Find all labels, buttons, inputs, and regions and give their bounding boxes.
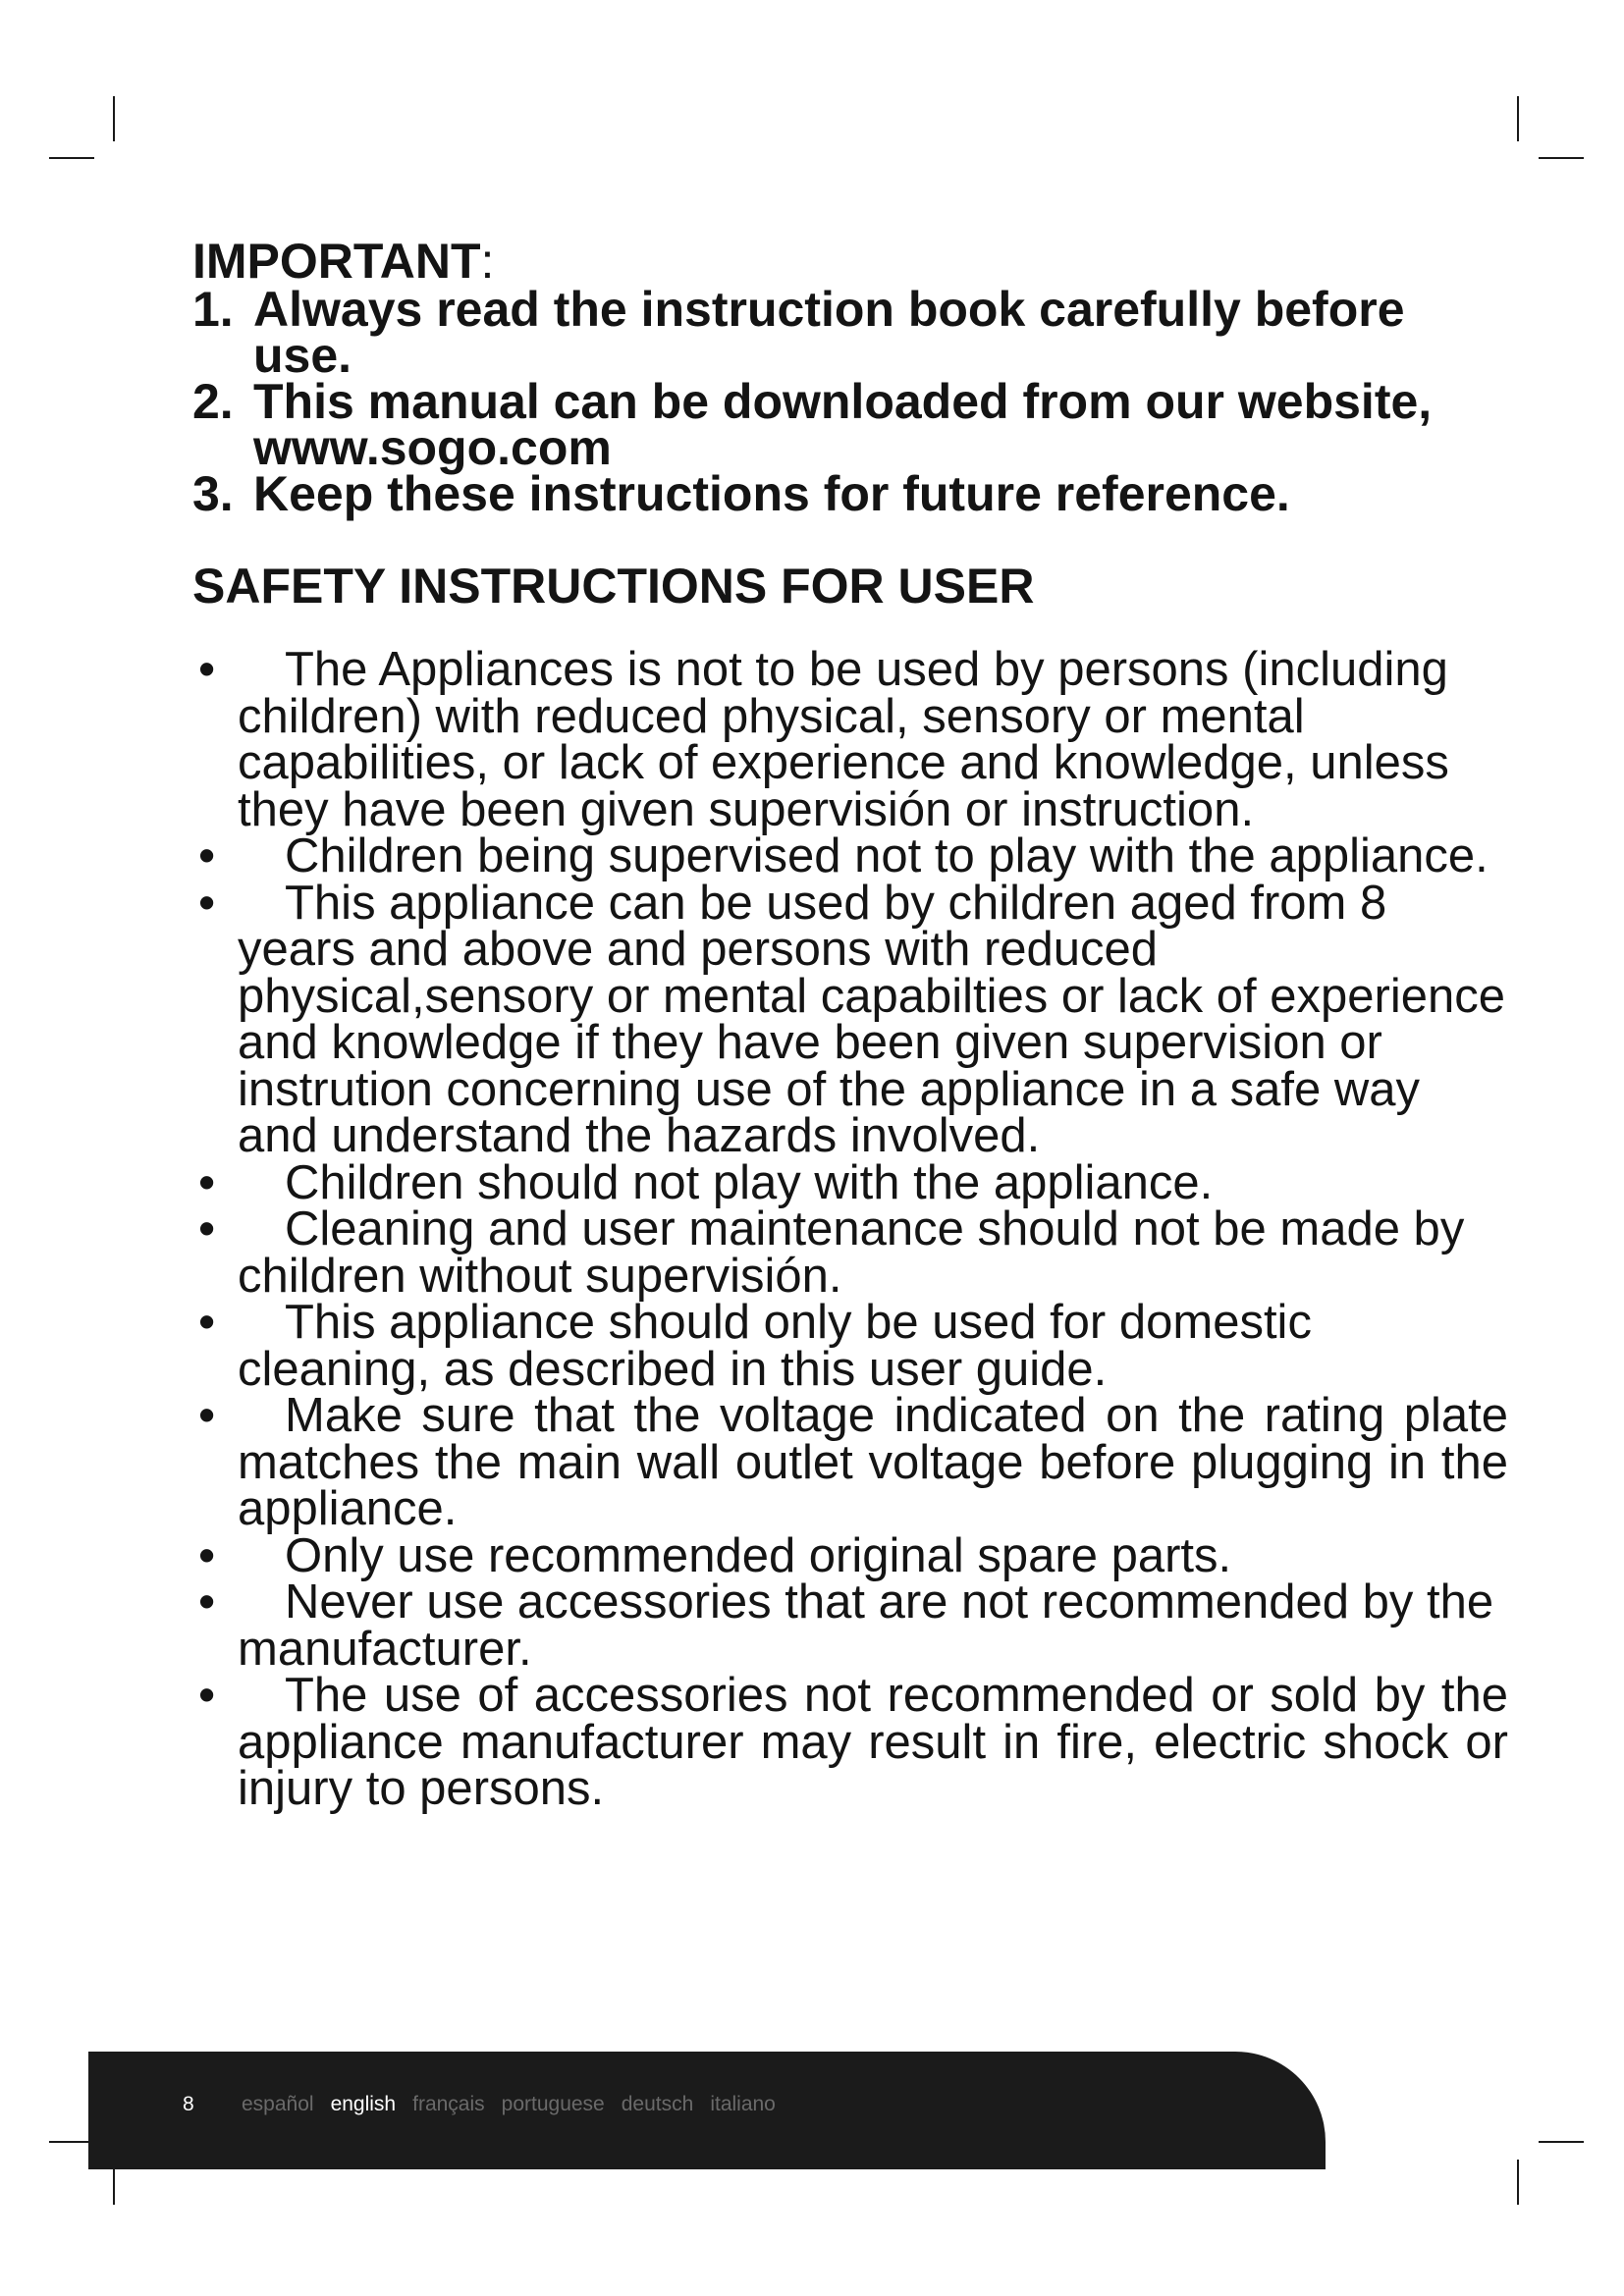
important-item-text: This manual can be downloaded from our website, www.sogo.com (253, 374, 1433, 475)
language-deutsch[interactable]: deutsch (621, 2093, 694, 2115)
crop-mark-top-right-horizontal (1539, 157, 1584, 159)
safety-item-text: Only use recommended original spare parts. (285, 1528, 1232, 1582)
important-colon: : (480, 234, 495, 289)
crop-mark-bottom-right-horizontal (1539, 2141, 1584, 2143)
safety-item (192, 1155, 1508, 1209)
safety-item (192, 876, 1508, 1162)
safety-item (192, 1202, 1508, 1303)
important-item-2 (192, 374, 1508, 475)
safety-item-text: Children should not play with the appliance. (285, 1155, 1214, 1209)
bullet-icon: • (198, 1528, 216, 1582)
safety-item-text: Make sure that the voltage indicated on the rating plate matches the main wall outlet voltage before plugging in the appliance. (238, 1389, 1508, 1535)
language-italiano[interactable]: italiano (710, 2093, 776, 2115)
safety-item (192, 829, 1508, 882)
page-number: 8 (183, 2093, 194, 2115)
bullet-icon: • (198, 1202, 216, 1255)
safety-item-text: The use of accessories not recommended or sold by the appliance manufacturer may result in fire, electric shock or injury to persons. (238, 1669, 1508, 1815)
bullet-icon: • (198, 1389, 216, 1442)
important-item-text: Always read the instruction book carefully before use. (253, 282, 1405, 383)
important-item-number: 2. (192, 374, 234, 429)
safety-item-text: This appliance can be used by children aged from 8 years and above and persons with reduced physical,sensory or mental capabilties or lack of experience and knowledge if they have been given supervision or instrution concerning use of the appliance in a safe way and understand the hazards involved. (238, 876, 1505, 1162)
crop-mark-top-left-vertical (113, 96, 115, 141)
language-portuguese[interactable]: portuguese (501, 2093, 605, 2115)
safety-item (192, 1528, 1508, 1582)
important-title-text: IMPORTANT (192, 234, 481, 289)
page-content (192, 236, 1508, 1813)
bullet-icon: • (198, 829, 216, 882)
safety-item-text: Cleaning and user maintenance should not be made by children without supervisión. (238, 1202, 1465, 1303)
language-espanol[interactable]: español (242, 2093, 314, 2115)
safety-heading: SAFETY INSTRUCTIONS FOR USER (192, 559, 1035, 614)
safety-item-text: Children being supervised not to play with the appliance. (285, 829, 1489, 882)
bullet-icon: • (198, 1575, 216, 1629)
bullet-icon: • (198, 1155, 216, 1209)
safety-item (192, 1575, 1508, 1676)
safety-item-text: This appliance should only be used for domestic cleaning, as described in this user guide. (238, 1296, 1312, 1396)
safety-item (192, 1389, 1508, 1535)
safety-item-text: The Appliances is not to be used by persons (including children) with reduced physical, sensory or mental capabilities, or lack of experience and knowledge, unless they have been given supervisión or instruction. (238, 643, 1449, 836)
safety-item-text: Never use accessories that are not recommended by the manufacturer. (238, 1575, 1494, 1676)
crop-mark-bottom-right-vertical (1517, 2160, 1519, 2205)
language-english[interactable]: english (330, 2093, 397, 2115)
important-heading (192, 236, 1508, 287)
footer-bar (88, 2052, 1326, 2169)
safety-item (192, 1296, 1508, 1396)
language-list (242, 2093, 792, 2116)
bullet-icon: • (198, 643, 216, 696)
bullet-icon: • (198, 1669, 216, 1722)
safety-item (192, 643, 1508, 836)
safety-item (192, 1669, 1508, 1815)
important-item-1 (192, 282, 1508, 383)
important-item-number: 1. (192, 282, 234, 337)
bullet-icon: • (198, 876, 216, 930)
crop-mark-top-right-vertical (1517, 96, 1519, 141)
safety-list (192, 643, 1508, 1815)
important-item-number: 3. (192, 466, 234, 521)
bullet-icon: • (198, 1296, 216, 1349)
crop-mark-top-left-horizontal (49, 157, 94, 159)
important-item-3 (192, 466, 1508, 521)
important-item-text: Keep these instructions for future reference. (253, 466, 1290, 521)
important-list (192, 282, 1508, 521)
language-francais[interactable]: français (412, 2093, 485, 2115)
